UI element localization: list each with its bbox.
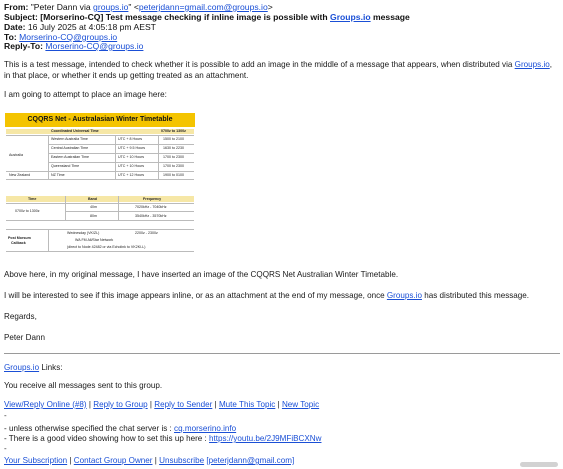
- to-address-link[interactable]: Morserino-CQ@groups.io: [19, 32, 118, 42]
- sep: |: [149, 400, 153, 409]
- chat-server-link[interactable]: cq.morserino.info: [174, 424, 237, 433]
- t2-head-band: Band: [88, 197, 97, 201]
- unsubscribe-link[interactable]: Unsubscribe: [159, 456, 205, 465]
- message-para-1: [4, 59, 559, 81]
- t3-line1-day: Wednesday (VK/ZL): [67, 231, 100, 235]
- t2-freq-40m: 7020kHz - 7040kHz: [135, 205, 167, 209]
- t1-row1-zone: Western Australia Time: [51, 137, 88, 141]
- to-label: To:: [4, 32, 17, 42]
- t1-row4-offset: UTC + 10 Hours: [118, 164, 145, 168]
- video-line: [4, 433, 559, 444]
- t1-row4-zone: Queensland Time: [51, 164, 80, 168]
- date-label: Date:: [4, 22, 26, 32]
- t1-row4-range: 1700 to 2300: [163, 164, 184, 168]
- mute-topic-link[interactable]: Mute This Topic: [218, 400, 276, 409]
- your-subscription-link[interactable]: Your Subscription: [4, 456, 68, 465]
- from-email-link[interactable]: peterjdann=gmail.com@groups.io: [138, 2, 268, 12]
- para1-text: This is a test message, intended to check whether it is possible to add an image in the middle of a message that appears, when distributed via: [4, 60, 513, 69]
- signature: Peter Dann: [4, 333, 45, 342]
- reply-to-group-link[interactable]: Reply to Group: [93, 400, 148, 409]
- subject-label: Subject:: [4, 12, 38, 22]
- from-label: From:: [4, 2, 29, 12]
- footer-nav: [4, 399, 559, 410]
- t1-header-coord: Coordinated Universal Time: [51, 129, 99, 133]
- chat-server-text: - unless otherwise specified the chat server is :: [4, 424, 172, 433]
- t2-band-80m: 80m: [90, 214, 97, 218]
- subject-text: [Morserino-CQ] Test message checking if inline image is possible with: [40, 12, 328, 22]
- t1-row1-range: 1500 to 2100: [163, 137, 184, 141]
- video-link[interactable]: https://youtu.be/2J9MFiBCXNw: [209, 434, 322, 443]
- timetable-title: CQQRS Net - Australasian Winter Timetable: [5, 113, 195, 127]
- t2-head-time: Time: [28, 197, 37, 201]
- from-email-close: >: [267, 2, 273, 12]
- t1-header-range: 0700z to 1300z: [161, 129, 186, 133]
- message-para-2: I am going to attempt to place an image here:: [4, 90, 167, 99]
- footer-divider: [4, 353, 560, 354]
- message-para-4: [4, 290, 559, 301]
- links-label: Links:: [41, 363, 63, 372]
- t1-region-nz: New Zealand: [9, 173, 31, 177]
- dash-2: -: [4, 444, 7, 453]
- t1-row3-range: 1700 to 2300: [163, 155, 184, 159]
- t1-row2-zone: Central Australian Time: [51, 146, 89, 150]
- t1-row5-range: 1900 to 0100: [163, 173, 184, 177]
- t3-label-2: Callback: [11, 241, 26, 245]
- t2-time: 0700z to 1300z: [15, 209, 40, 213]
- t3-line2: WA FM All/Star Network: [75, 238, 114, 242]
- from-via-link[interactable]: groups.io: [93, 2, 129, 12]
- regards: Regards,: [4, 312, 37, 321]
- sep: |: [154, 456, 157, 465]
- para1-tail: , in that place, or whether it ends up getting treated as an attachment.: [4, 60, 552, 80]
- horizontal-scrollbar[interactable]: [520, 462, 558, 467]
- from-name: "Peter Dann via: [30, 2, 91, 12]
- reply-to-label: Reply-To:: [4, 41, 43, 51]
- t1-row1-offset: UTC + 8 Hours: [118, 137, 143, 141]
- t3-line1-time: 2200z - 2300z: [135, 231, 158, 235]
- para4-groups-link[interactable]: Groups.io: [386, 291, 422, 300]
- t1-row2-range: 1630 to 2230: [163, 146, 184, 150]
- para1-groups-link[interactable]: Groups.io: [514, 60, 550, 69]
- subject-tail: message: [373, 12, 410, 22]
- from-email-open: " <: [128, 2, 139, 12]
- t1-region-australia: Australia: [9, 153, 23, 157]
- sep: |: [88, 400, 91, 409]
- groups-io-link[interactable]: Groups.io: [4, 363, 40, 372]
- date-value: 16 July 2025 at 4:05:18 pm AEST: [27, 22, 156, 32]
- receive-notice: You receive all messages sent to this group.: [4, 381, 163, 390]
- sep: |: [69, 456, 72, 465]
- para4-tail: has distributed this message.: [424, 291, 530, 300]
- subject-groups-link[interactable]: Groups.io: [330, 12, 371, 22]
- video-text: - There is a good video showing how to set this up here :: [4, 434, 207, 443]
- t1-row5-offset: UTC + 12 Hours: [118, 173, 145, 177]
- contact-owner-link[interactable]: Contact Group Owner: [73, 456, 153, 465]
- bottom-links: [4, 455, 559, 466]
- reply-to-address-link[interactable]: Morserino-CQ@groups.io: [45, 41, 144, 51]
- t3-line3: (direct to Node 42482 or via Echolink to VK2KI-L): [67, 245, 146, 249]
- timetable-image: [3, 110, 199, 256]
- groups-links-heading: [4, 362, 559, 373]
- new-topic-link[interactable]: New Topic: [281, 400, 320, 409]
- para4-text: I will be interested to see if this image appears inline, or as an attachment at the end of my message, once: [4, 291, 385, 300]
- t2-head-freq: Frequency: [143, 197, 162, 201]
- view-reply-online-link[interactable]: View/Reply Online (#8): [4, 400, 87, 409]
- subscriber-email-link[interactable]: [peterjdann@gmail.com]: [206, 456, 295, 465]
- dash-1: -: [4, 411, 7, 420]
- t1-row5-zone: NZ Time: [51, 173, 65, 177]
- t1-row3-zone: Eastern Australian Time: [51, 155, 89, 159]
- t2-band-40m: 40m: [90, 205, 97, 209]
- t1-row2-offset: UTC + 9.5 Hours: [118, 146, 146, 150]
- reply-to-sender-link[interactable]: Reply to Sender: [154, 400, 213, 409]
- sep: |: [277, 400, 280, 409]
- t1-row3-offset: UTC + 10 Hours: [118, 155, 145, 159]
- sep: |: [214, 400, 217, 409]
- t3-label-1: Post Morsum: [8, 236, 31, 240]
- t2-freq-80m: 3540kHz - 3570kHz: [135, 214, 167, 218]
- reply-to-line: [4, 41, 143, 52]
- message-para-3: Above here, in my original message, I have inserted an image of the CQQRS Net Australian Winter Timetable.: [4, 270, 399, 279]
